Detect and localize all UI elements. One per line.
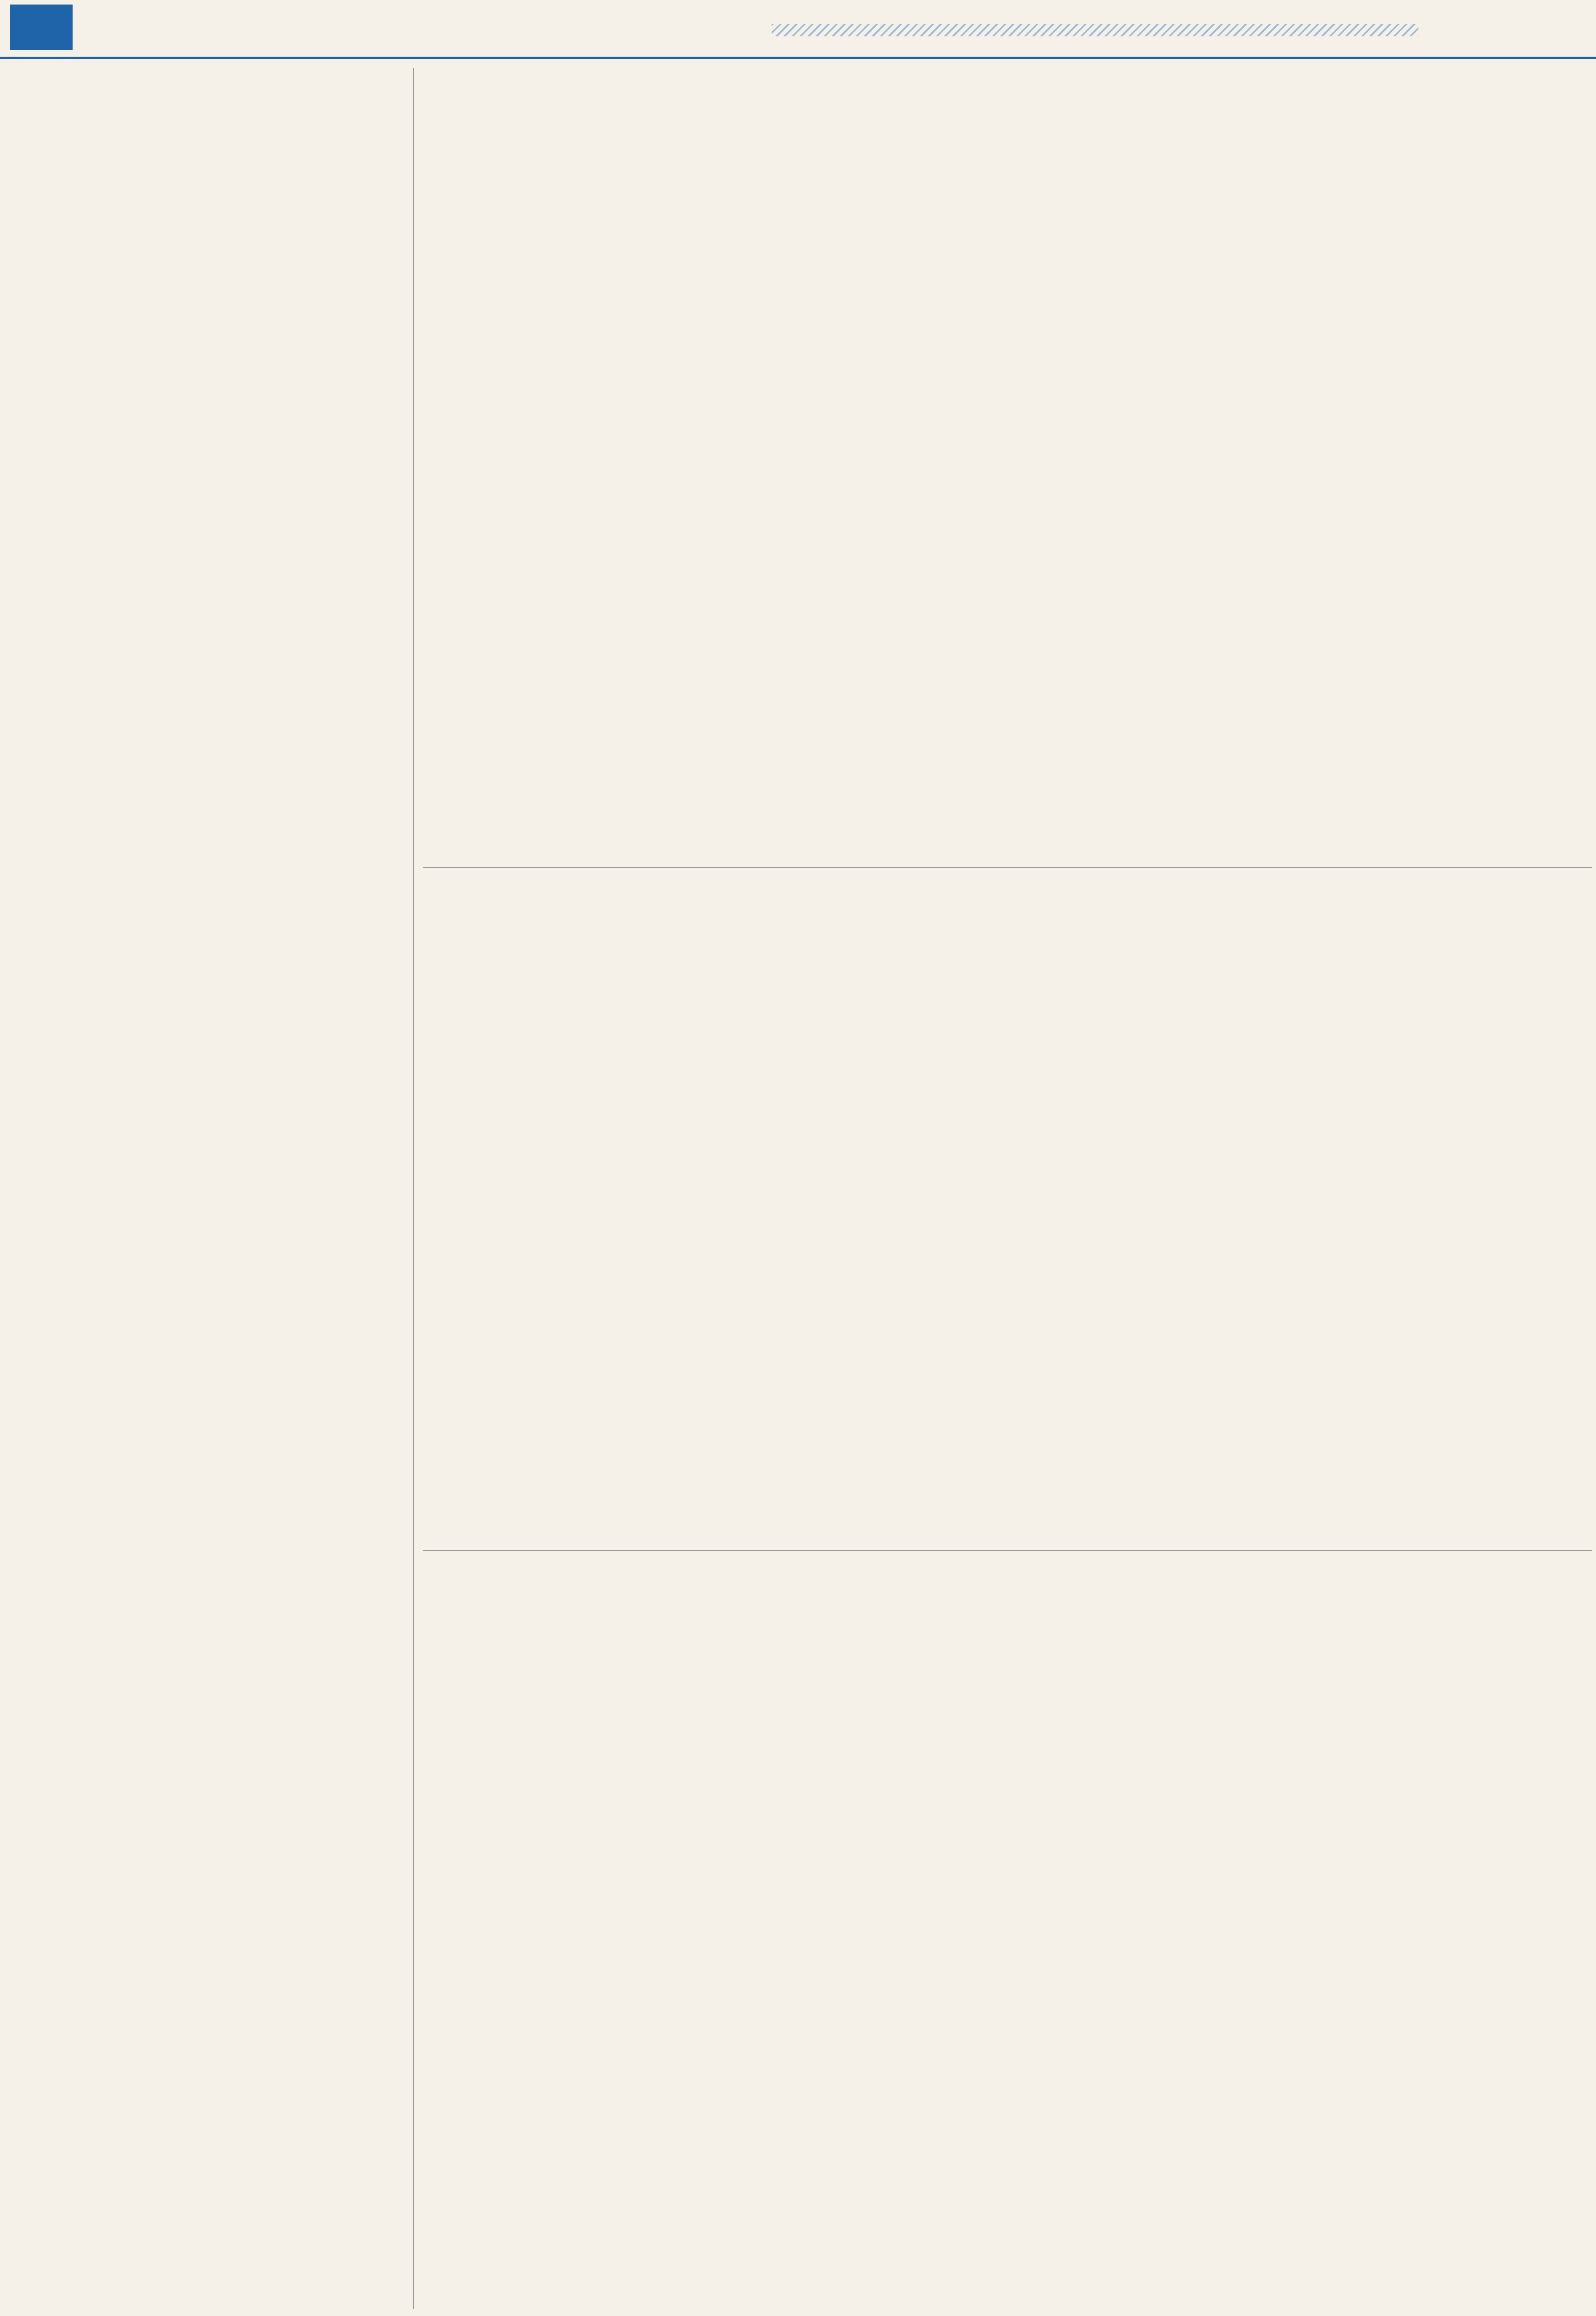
article3-column-2 <box>722 1753 999 2309</box>
page-number <box>10 5 73 50</box>
header-decorative-stripe <box>772 24 1418 36</box>
section-divider <box>423 1550 1592 1551</box>
article1-column-2 <box>722 271 999 861</box>
section-column-title <box>465 0 760 54</box>
article2-column-1 <box>426 948 702 1543</box>
article3-column-4 <box>1313 1566 1590 2309</box>
article2-column-3 <box>1018 948 1295 1543</box>
article2-column-4 <box>1313 948 1590 1481</box>
side-article-title <box>17 250 148 1923</box>
column-divider <box>413 68 414 2309</box>
newspaper-logo <box>1441 2 1583 51</box>
article3-column-1 <box>426 1753 702 2309</box>
section-divider <box>423 867 1592 868</box>
header-rule <box>0 57 1596 59</box>
side-article-body-bottom <box>10 1708 397 2309</box>
side-article-body-top <box>159 126 397 1732</box>
article1-column-1 <box>426 271 702 861</box>
article1-column-3 <box>1018 271 1295 861</box>
article3-column-3 <box>1018 1753 1295 2309</box>
article1-column-4 <box>1313 271 1590 816</box>
article2-column-2 <box>722 948 999 1543</box>
